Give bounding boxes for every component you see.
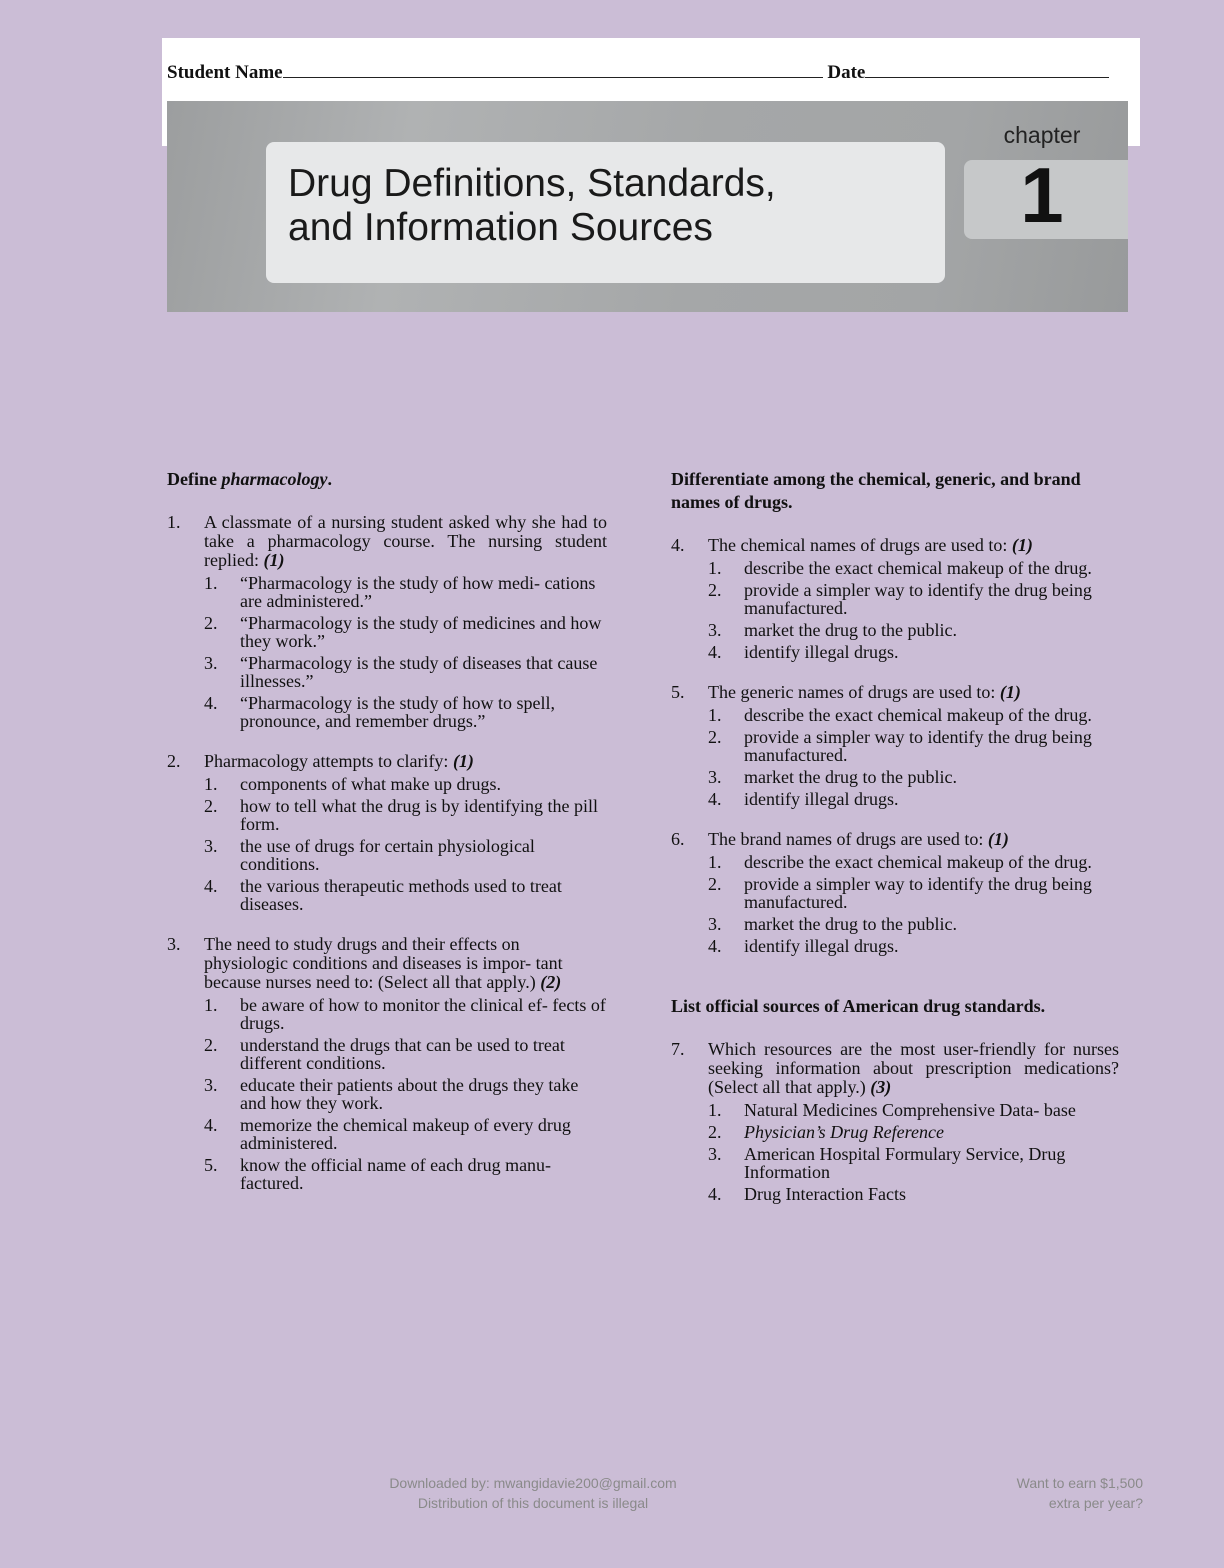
chapter-number: 1 — [1020, 151, 1064, 239]
option-number: 4. — [204, 693, 218, 713]
option-number: 4. — [204, 1115, 218, 1135]
define-suffix: . — [327, 469, 332, 489]
option[interactable] — [204, 1076, 607, 1112]
earn-line1: Want to earn $1,500 — [1016, 1475, 1143, 1491]
left-column — [167, 468, 607, 1192]
option[interactable] — [204, 1036, 607, 1072]
chapter-title-box — [266, 142, 945, 283]
option-text: how to tell what the drug is by identifying the pill form. — [240, 796, 598, 834]
question-text — [204, 752, 607, 771]
question-1 — [167, 513, 607, 730]
option[interactable] — [708, 643, 1119, 661]
option-text: the various therapeutic methods used to treat diseases. — [240, 876, 562, 914]
option-text: describe the exact chemical makeup of the drug. — [744, 705, 1092, 725]
question-stem: A classmate of a nursing student asked why she had to take a pharmacology course. The nursing student replied: — [204, 512, 607, 570]
option-number: 2. — [708, 1122, 722, 1142]
option-number: 3. — [708, 620, 722, 640]
option-number: 2. — [708, 727, 722, 747]
option-text: Drug Interaction Facts — [744, 1184, 906, 1204]
question-number: 7. — [671, 1039, 685, 1059]
option[interactable] — [204, 654, 607, 690]
option-text: market the drug to the public. — [744, 620, 957, 640]
section-heading-differentiate: Differentiate among the chemical, generic, and brand names of drugs. — [671, 469, 1081, 512]
option-number: 2. — [708, 874, 722, 894]
option[interactable] — [708, 1145, 1119, 1181]
option-number: 1. — [204, 573, 218, 593]
option-number: 3. — [204, 1075, 218, 1095]
option-number: 2. — [708, 580, 722, 600]
option-number: 1. — [708, 558, 722, 578]
date-label: Date — [827, 62, 866, 83]
option-text: Natural Medicines Comprehensive Data- base — [744, 1100, 1076, 1120]
option-number: 2. — [204, 613, 218, 633]
option-text: the use of drugs for certain physiological conditions. — [240, 836, 535, 874]
question-stem: The need to study drugs and their effects on physiologic conditions and diseases is impor- tant because nurses need to: (Select all that apply.) — [204, 934, 563, 992]
option-text: components of what make up drugs. — [240, 774, 501, 794]
answer-key: (1) — [999, 682, 1021, 702]
section-heading-define — [167, 468, 607, 491]
option[interactable] — [204, 574, 607, 610]
option-number: 4. — [708, 1184, 722, 1204]
chapter-title-line1: Drug Definitions, Standards, — [288, 162, 776, 205]
option-text: understand the drugs that can be used to treat different conditions. — [240, 1035, 565, 1073]
answer-key: (1) — [1011, 535, 1033, 555]
question-3 — [167, 935, 607, 1192]
question-stem: The chemical names of drugs are used to: — [708, 535, 1008, 555]
option-text: provide a simpler way to identify the drug being manufactured. — [744, 874, 1092, 912]
option-text: describe the exact chemical makeup of the drug. — [744, 852, 1092, 872]
option-number: 1. — [204, 995, 218, 1015]
answer-key: (1) — [452, 751, 474, 771]
option-text: “Pharmacology is the study of diseases that cause illnesses.” — [240, 653, 598, 691]
answer-key: (1) — [987, 829, 1009, 849]
option[interactable] — [204, 1116, 607, 1152]
earn-line2: extra per year? — [1048, 1495, 1143, 1511]
option[interactable] — [204, 797, 607, 833]
option[interactable] — [708, 728, 1119, 764]
option[interactable] — [708, 1185, 1119, 1203]
option-number: 1. — [204, 774, 218, 794]
option-text: market the drug to the public. — [744, 914, 957, 934]
question-stem: Pharmacology attempts to clarify: — [204, 751, 449, 771]
option-text: know the official name of each drug manu- factured. — [240, 1155, 552, 1193]
option[interactable] — [708, 915, 1119, 933]
question-text — [708, 536, 1119, 555]
option[interactable] — [708, 581, 1119, 617]
question-text — [708, 830, 1119, 849]
option-number: 1. — [708, 705, 722, 725]
option[interactable] — [708, 768, 1119, 786]
option-text: “Pharmacology is the study of how to spell, pronounce, and remember drugs.” — [240, 693, 555, 731]
option[interactable] — [204, 837, 607, 873]
option-number: 3. — [204, 653, 218, 673]
option-text: identify illegal drugs. — [744, 789, 899, 809]
option-text: memorize the chemical makeup of every drug administered. — [240, 1115, 571, 1153]
downloaded-by: Downloaded by: mwangidavie200@gmail.com — [389, 1475, 677, 1491]
option[interactable] — [708, 559, 1119, 577]
option-number: 4. — [708, 642, 722, 662]
option[interactable] — [708, 1123, 1119, 1141]
student-name-row — [167, 58, 1109, 85]
question-7 — [671, 1040, 1119, 1203]
student-name-label: Student Name — [167, 62, 283, 83]
option-number: 2. — [204, 796, 218, 816]
download-notice — [330, 1473, 736, 1513]
option[interactable] — [204, 996, 607, 1032]
option-number: 3. — [708, 767, 722, 787]
define-prefix: Define — [167, 469, 222, 489]
question-text — [708, 1040, 1119, 1097]
option-number: 3. — [204, 836, 218, 856]
question-number: 1. — [167, 512, 181, 532]
question-text — [204, 513, 607, 570]
question-text — [204, 935, 607, 992]
option-number: 4. — [204, 876, 218, 896]
question-number: 4. — [671, 535, 685, 555]
option-text: be aware of how to monitor the clinical ef- fects of drugs. — [240, 995, 606, 1033]
option-number: 5. — [204, 1155, 218, 1175]
chapter-title-line2: and Information Sources — [288, 206, 713, 249]
option-text: provide a simpler way to identify the drug being manufactured. — [744, 580, 1092, 618]
option[interactable] — [204, 614, 607, 650]
question-number: 3. — [167, 934, 181, 954]
answer-key: (2) — [540, 972, 562, 992]
option-text: describe the exact chemical makeup of the drug. — [744, 558, 1092, 578]
option-text: Physician’s Drug Reference — [744, 1122, 944, 1142]
date-line[interactable] — [865, 58, 1109, 78]
question-4 — [671, 536, 1119, 661]
option-number: 1. — [708, 852, 722, 872]
answer-key: (1) — [263, 550, 285, 570]
question-5 — [671, 683, 1119, 808]
option-text: market the drug to the public. — [744, 767, 957, 787]
question-6 — [671, 830, 1119, 955]
question-2 — [167, 752, 607, 913]
option[interactable] — [204, 775, 607, 793]
option[interactable] — [708, 790, 1119, 808]
question-number: 2. — [167, 751, 181, 771]
option-text: “Pharmacology is the study of how medi- cations are administered.” — [240, 573, 596, 611]
option-text: “Pharmacology is the study of medicines and how they work.” — [240, 613, 602, 651]
option-text: identify illegal drugs. — [744, 642, 899, 662]
right-column — [671, 468, 1119, 1203]
student-name-line[interactable] — [283, 58, 823, 78]
option[interactable] — [204, 877, 607, 913]
option[interactable] — [708, 706, 1119, 724]
answer-key: (3) — [870, 1077, 892, 1097]
option-text: American Hospital Formulary Service, Drug Information — [744, 1144, 1066, 1182]
option[interactable] — [708, 621, 1119, 639]
section-heading-sources: List official sources of American drug standards. — [671, 996, 1046, 1016]
option-text: identify illegal drugs. — [744, 936, 899, 956]
question-stem: The brand names of drugs are used to: — [708, 829, 984, 849]
earn-promo[interactable] — [960, 1473, 1143, 1513]
option[interactable] — [708, 875, 1119, 911]
option-number: 4. — [708, 936, 722, 956]
chapter-label: chapter — [1003, 122, 1081, 148]
option[interactable] — [708, 1101, 1119, 1119]
option-number: 2. — [204, 1035, 218, 1055]
option-number: 3. — [708, 914, 722, 934]
define-term: pharmacology — [221, 469, 328, 489]
option-number: 3. — [708, 1144, 722, 1164]
distribution-notice: Distribution of this document is illegal — [417, 1495, 649, 1511]
question-stem: Which resources are the most user-friendly for nurses seeking information about prescription medications? (Select all that apply.) — [708, 1039, 1119, 1097]
option[interactable] — [204, 694, 607, 730]
question-number: 5. — [671, 682, 685, 702]
question-number: 6. — [671, 829, 685, 849]
option[interactable] — [708, 853, 1119, 871]
option-text: educate their patients about the drugs they take and how they work. — [240, 1075, 579, 1113]
question-stem: The generic names of drugs are used to: — [708, 682, 996, 702]
option-number: 4. — [708, 789, 722, 809]
option[interactable] — [708, 937, 1119, 955]
option[interactable] — [204, 1156, 607, 1192]
option-text: provide a simpler way to identify the drug being manufactured. — [744, 727, 1092, 765]
question-text — [708, 683, 1119, 702]
option-number: 1. — [708, 1100, 722, 1120]
